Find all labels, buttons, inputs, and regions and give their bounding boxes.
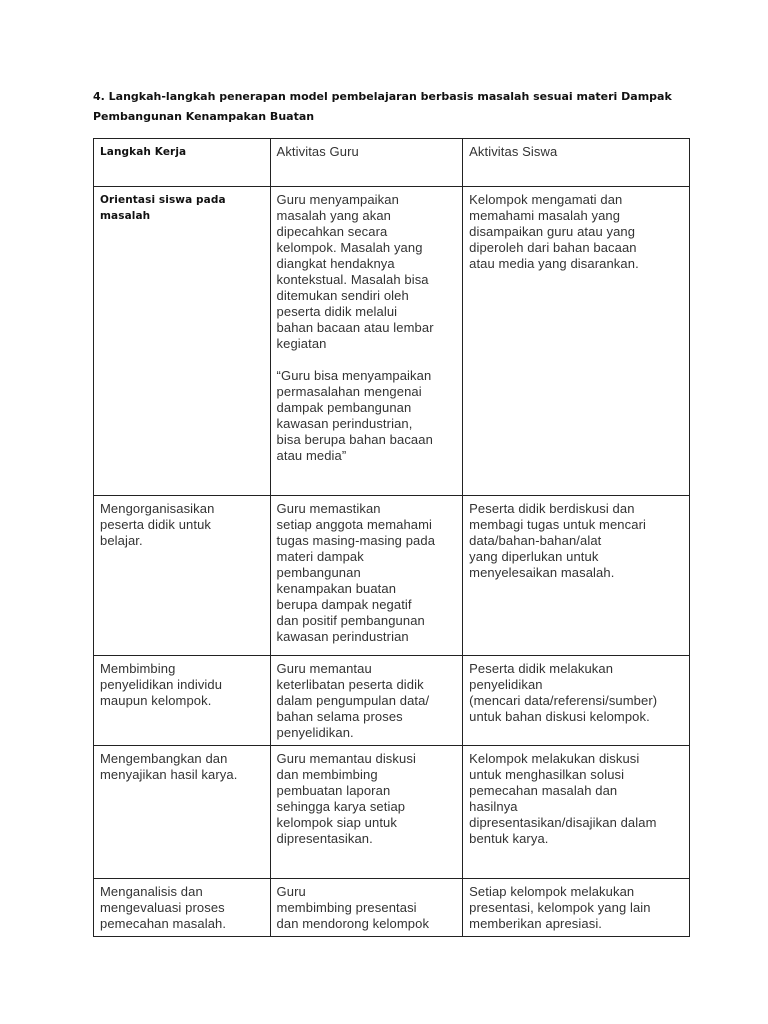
table-row	[94, 746, 690, 879]
guru-activity-cell: Guru membimbing presentasi dan mendorong kelompok	[270, 879, 463, 937]
guru-activity-cell: Guru memantau keterlibatan peserta didik dalam pengumpulan data/ bahan selama proses penyelidikan.	[270, 656, 463, 746]
table-header-row	[94, 139, 690, 187]
header-aktivitas-siswa: Aktivitas Siswa	[463, 139, 690, 187]
section-heading	[93, 87, 693, 127]
table-row	[94, 187, 690, 496]
siswa-activity-cell: Kelompok mengamati dan memahami masalah yang disampaikan guru atau yang diperoleh dari bahan bacaan atau media yang disarankan.	[463, 187, 690, 496]
step-cell: Orientasi siswa pada masalah	[94, 187, 271, 496]
siswa-activity-cell: Setiap kelompok melakukan presentasi, kelompok yang lain memberikan apresiasi.	[463, 879, 690, 937]
heading-line-1: 4. Langkah-langkah penerapan model pembelajaran berbasis masalah sesuai materi Dampak	[93, 90, 672, 103]
table-row	[94, 879, 690, 937]
step-cell: Menganalisis dan mengevaluasi proses pemecahan masalah.	[94, 879, 271, 937]
steps-table	[93, 138, 690, 937]
siswa-activity-cell: Kelompok melakukan diskusi untuk menghasilkan solusi pemecahan masalah dan hasilnya dipresentasikan/disajikan dalam bentuk karya.	[463, 746, 690, 879]
header-aktivitas-guru: Aktivitas Guru	[270, 139, 463, 187]
table-row	[94, 496, 690, 656]
siswa-activity-cell: Peserta didik berdiskusi dan membagi tugas untuk mencari data/bahan-bahan/alat yang diperlukan untuk menyelesaikan masalah.	[463, 496, 690, 656]
step-cell: Membimbing penyelidikan individu maupun kelompok.	[94, 656, 271, 746]
step-cell: Mengembangkan dan menyajikan hasil karya.	[94, 746, 271, 879]
header-langkah-kerja: Langkah Kerja	[94, 139, 271, 187]
guru-activity-cell: Guru menyampaikan masalah yang akan dipecahkan secara kelompok. Masalah yang diangkat hendaknya kontekstual. Masalah bisa ditemukan sendiri oleh peserta didik melalui bahan bacaan atau lembar kegiatan “Guru bisa menyampaikan permasalahan mengenai dampak pembangunan kawasan perindustrian, bisa berupa bahan bacaan atau media”	[270, 187, 463, 496]
guru-activity-cell: Guru memastikan setiap anggota memahami tugas masing-masing pada materi dampak pembangunan kenampakan buatan berupa dampak negatif dan positif pembangunan kawasan perindustrian	[270, 496, 463, 656]
heading-line-2: Pembangunan Kenampakan Buatan	[93, 110, 315, 123]
siswa-activity-cell: Peserta didik melakukan penyelidikan (mencari data/referensi/sumber) untuk bahan diskusi kelompok.	[463, 656, 690, 746]
step-cell: Mengorganisasikan peserta didik untuk belajar.	[94, 496, 271, 656]
table-row	[94, 656, 690, 746]
guru-activity-cell: Guru memantau diskusi dan membimbing pembuatan laporan sehingga karya setiap kelompok siap untuk dipresentasikan.	[270, 746, 463, 879]
